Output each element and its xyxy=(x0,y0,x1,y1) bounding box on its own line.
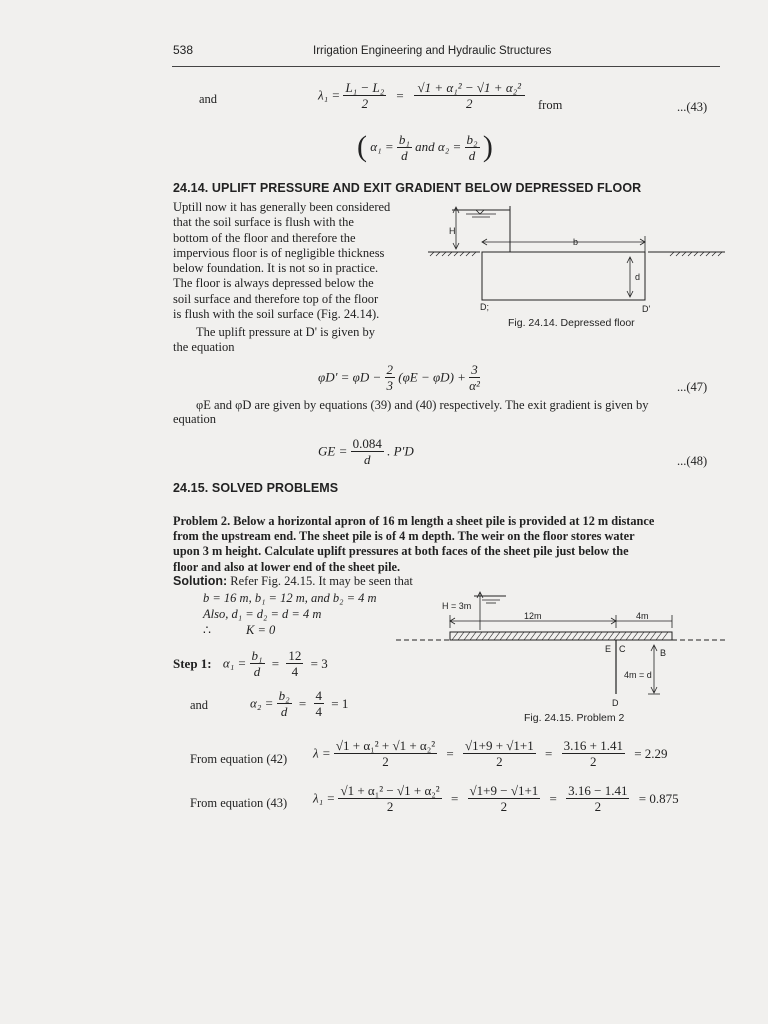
fig2-label-D: D xyxy=(612,698,619,708)
fig-24-14-caption-text: Fig. 24.14. Depressed floor xyxy=(508,317,635,329)
eq47-frac-a-num: 2 xyxy=(386,362,393,377)
page-number: 538 xyxy=(173,43,194,57)
eq47-text-line2: equation xyxy=(173,412,217,426)
eq43-line-f1-den: 2 xyxy=(386,799,394,814)
eq43-condition xyxy=(357,130,493,164)
condition-and: and α₂ = xyxy=(415,139,462,154)
para-line: impervious floor is of negligible thickness xyxy=(173,245,385,260)
eq42-eq2: = xyxy=(545,745,553,761)
section-24-15-heading: 24.15. SOLVED PROBLEMS xyxy=(173,481,339,495)
eq43-line-frac1 xyxy=(338,783,441,814)
eq42-line xyxy=(313,738,668,769)
given-3-sym: ∴ xyxy=(203,623,211,637)
alpha2-frac1-num: b₂ xyxy=(278,688,290,703)
alpha2-frac1-den: d xyxy=(280,704,288,719)
fig-24-14-caption xyxy=(508,317,635,329)
eq47-number: ...(47) xyxy=(677,380,708,394)
eq43-frac1-den: 2 xyxy=(361,96,369,111)
given-2: Also, d₁ = d₂ = d = 4 m xyxy=(203,607,322,621)
eq47-frac-b-num: 3 xyxy=(469,362,480,378)
condition-frac2-num: b₂ xyxy=(466,131,478,147)
condition-frac2-den: d xyxy=(468,147,476,163)
fig2-label-B: B xyxy=(660,648,667,658)
alpha1-frac1 xyxy=(250,648,265,679)
solution-text: Refer Fig. 24.15. It may be seen that xyxy=(230,574,413,588)
eq43-frac2-den: 2 xyxy=(466,96,473,111)
fig2-label-H: H = 3m xyxy=(442,601,472,611)
alpha1-eq: = xyxy=(271,655,280,671)
eq48-lhs: GE = xyxy=(318,443,348,459)
eq43-line-f3-num: 3.16 − 1.41 xyxy=(568,783,628,798)
condition-alpha1: α₁ = xyxy=(370,139,394,154)
condition-frac2 xyxy=(465,132,480,163)
problem2-statement xyxy=(173,514,654,575)
problem-line: Problem 2. Below a horizontal apron of 16 m length a sheet pile is provided at 12 m distance xyxy=(173,514,655,528)
para-line: Uptill now it has generally been considered xyxy=(173,200,391,214)
eq47-middle: (φE − φD) + xyxy=(398,369,466,385)
step1-line xyxy=(173,648,328,679)
solution-line xyxy=(173,574,413,589)
fig-24-15-caption-text: Fig. 24.15. Problem 2 xyxy=(524,712,625,724)
eq42-result: = 2.29 xyxy=(634,745,668,761)
eq43-eq: = xyxy=(395,87,405,103)
eq47-frac-b xyxy=(469,362,480,393)
alpha1-frac2-den: 4 xyxy=(291,664,299,679)
eq42-f1-den: 2 xyxy=(382,754,389,769)
problem-line: upon 3 m height. Calculate uplift pressures at both faces of the sheet pile just below the xyxy=(173,544,629,559)
alpha1-frac1-den: d xyxy=(253,664,261,679)
eq47-text-line1: φE and φD are given by equations (39) and (40) respectively. The exit gradient is given by xyxy=(196,398,649,412)
eq48-frac-den: d xyxy=(363,452,371,467)
condition-frac1-den: d xyxy=(401,147,408,163)
eq43-frac2-num: √1 + α₁² − √1 + α₂² xyxy=(414,80,526,96)
para-line: is flush with the soil surface (Fig. 24.14). xyxy=(173,307,380,322)
eq43-line-result: = 0.875 xyxy=(638,790,679,806)
eq43-line-f2-num: √1+9 − √1+1 xyxy=(469,783,539,798)
uplift-line-b: the equation xyxy=(173,340,235,354)
eq47-frac-a-den: 3 xyxy=(386,378,393,393)
running-title: Irrigation Engineering and Hydraulic Structures xyxy=(313,45,552,57)
and-label: and xyxy=(190,698,209,712)
eq43-line xyxy=(313,783,679,814)
fig1-label-b: b xyxy=(573,237,579,247)
alpha1-frac2 xyxy=(286,648,303,679)
alpha2-line xyxy=(250,688,348,719)
condition-frac1 xyxy=(397,132,412,163)
eq42-f2-den: 2 xyxy=(496,754,503,769)
problem-line: floor and also at lower end of the sheet pile. xyxy=(173,559,401,574)
eq43-top xyxy=(318,80,525,111)
eq42-frac2 xyxy=(463,738,536,769)
eq42-f3-den: 2 xyxy=(590,754,597,769)
eq43-line-lhs: λ₁ = xyxy=(313,790,336,806)
eq43-line-f1-num: √1 + α₁² − √1 + α₂² xyxy=(340,783,440,798)
alpha1-lhs: α₁ = xyxy=(222,655,247,671)
section-24-14-heading: 24.14. UPLIFT PRESSURE AND EXIT GRADIENT BELOW DEPRESSED FLOOR xyxy=(173,181,642,195)
eq47-lhs: φD' = φD − xyxy=(318,369,382,385)
para-line: The floor is always depressed below the xyxy=(173,276,374,291)
eq42-f3-num: 3.16 + 1.41 xyxy=(563,738,623,753)
eq42-label: From equation (42) xyxy=(190,752,288,766)
solution-label: Solution: xyxy=(173,574,228,588)
fig2-label-E: E xyxy=(605,644,612,654)
eq43-number: ...(43) xyxy=(677,100,708,114)
header-rule xyxy=(172,66,720,67)
para-line: below foundation. It is not so in practice. xyxy=(173,261,379,276)
eq42-f1-num: √1 + α₁² + √1 + α₂² xyxy=(335,738,436,753)
alpha2-frac2 xyxy=(314,688,325,719)
alpha2-lhs: α₂ = xyxy=(250,695,274,711)
para-line: bottom of the floor and therefore the xyxy=(173,230,356,245)
given-1: b = 16 m, b₁ = 12 m, and b₂ = 4 m xyxy=(203,591,377,605)
fig-24-15-problem2 xyxy=(390,588,730,713)
eq48 xyxy=(318,436,414,467)
eq42-lhs: λ = xyxy=(313,745,331,761)
fig1-label-H: H xyxy=(449,226,456,236)
fig1-label-D-right: D' xyxy=(642,304,651,314)
fig2-label-12m: 12m xyxy=(524,611,542,621)
eq47-frac-b-den: α² xyxy=(469,378,480,393)
from-word: from xyxy=(538,98,563,112)
fig1-label-D-left: D; xyxy=(480,302,489,312)
eq48-frac-num: 0.084 xyxy=(352,436,382,451)
alpha1-frac1-num: b₁ xyxy=(251,648,263,663)
condition-rparen: ) xyxy=(482,130,493,163)
alpha2-frac2-num: 4 xyxy=(315,688,322,703)
eq48-rhs: . P'D xyxy=(387,443,414,459)
eq48-frac xyxy=(351,436,384,467)
eq47-frac-a xyxy=(385,362,396,393)
eq43-line-eq2: = xyxy=(549,790,557,806)
eq43-frac1 xyxy=(343,80,386,111)
eq43-line-f2-den: 2 xyxy=(500,799,508,814)
fig2-label-C: C xyxy=(619,644,626,654)
alpha2-frac2-den: 4 xyxy=(315,704,322,719)
alpha1-result: = 3 xyxy=(310,655,328,671)
eq43-label: From equation (43) xyxy=(190,796,288,810)
eq43-frac1-num: L₁ − L₂ xyxy=(345,80,385,95)
eq43-line-frac3 xyxy=(566,783,629,814)
fig1-label-d: d xyxy=(635,272,641,282)
eq43-line-frac2 xyxy=(468,783,541,814)
alpha2-frac1 xyxy=(277,688,292,719)
section-24-14-paragraph xyxy=(173,200,390,322)
eq42-eq1: = xyxy=(446,745,454,761)
alpha1-frac2-num: 12 xyxy=(288,648,302,663)
eq43-line-f3-den: 2 xyxy=(594,799,602,814)
condition-frac1-num: b₁ xyxy=(398,131,410,147)
para-line: that the soil surface is flush with the xyxy=(173,215,354,230)
and-word: and xyxy=(199,92,218,106)
eq43-line-eq1: = xyxy=(450,790,459,806)
alpha2-result: = 1 xyxy=(331,695,349,711)
eq47 xyxy=(318,362,480,393)
para-line: soil surface and therefore top of the floor xyxy=(173,291,379,306)
fig-24-14-depressed-floor xyxy=(420,200,730,315)
eq42-f2-num: √1+9 + √1+1 xyxy=(465,738,534,753)
fig2-label-4m: 4m xyxy=(636,611,649,621)
eq42-frac3 xyxy=(562,738,625,769)
eq43-lhs: λ₁ = xyxy=(318,87,341,103)
step1-label: Step 1: xyxy=(173,655,212,671)
condition-lparen: ( xyxy=(357,130,367,163)
eq42-frac1 xyxy=(334,738,437,769)
problem-line: from the upstream end. The sheet pile is of 4 m depth. The weir on the floor stores water xyxy=(173,529,635,544)
alpha2-eq: = xyxy=(298,695,307,711)
eq43-frac2 xyxy=(414,80,526,111)
fig-24-15-caption xyxy=(524,712,624,724)
uplift-line-a: The uplift pressure at D' is given by xyxy=(196,325,375,339)
fig2-label-depth: 4m = d xyxy=(624,670,652,680)
eq48-number: ...(48) xyxy=(677,454,708,468)
given-3: K = 0 xyxy=(246,623,276,637)
